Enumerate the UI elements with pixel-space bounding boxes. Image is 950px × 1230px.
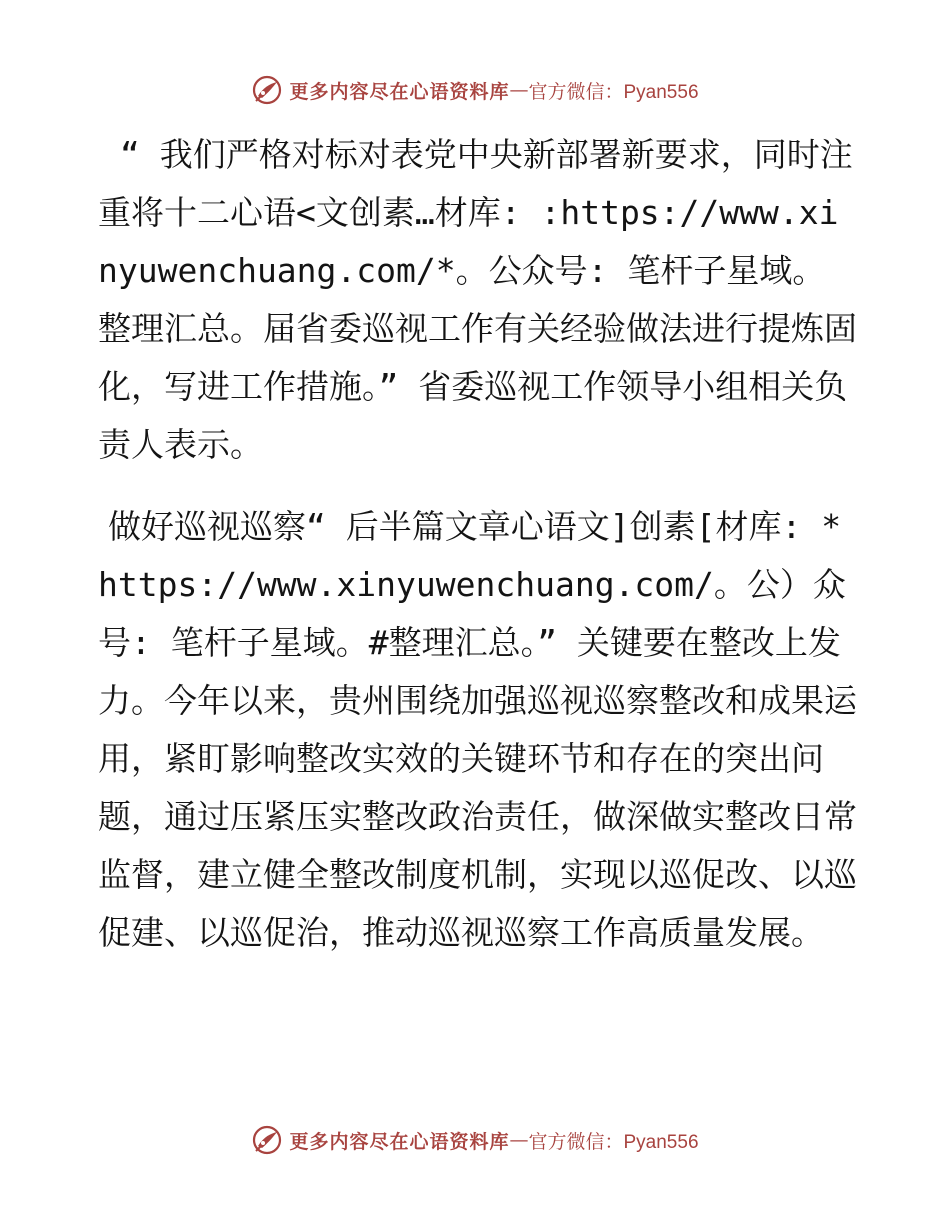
document-body [98,126,858,962]
pen-nib-logo-icon [251,1124,283,1156]
footer-wechat-text: 官方微信：Pyan556 [528,1131,699,1153]
footer-brand-text: 更多内容尽在心语资料库 [289,1130,510,1153]
header-banner [0,70,950,110]
footer-banner [0,1120,950,1160]
footer-separator: — [509,1129,529,1151]
header-separator: — [509,79,529,101]
header-brand-text: 更多内容尽在心语资料库 [289,80,510,103]
header-wechat-text: 官方微信：Pyan556 [528,81,699,103]
paragraph-2: 做好巡视巡察“ 后半篇文章心语文]创素[材库: *https://www.xinyuwenchuang.com/。公）众号: 笔杆子星域。#整理汇总。” 关键要在整改上发力。今年以来，贵州围绕加强巡视巡察整改和成果运用，紧盯影响整改实效的关键环节和存在的突出问题，通过压紧压实整改政治责任，做深做实整改日常监督，建立健全整改制度机制，实现以巡促改、以巡促建、以巡促治，推动巡视巡察工作高质量发展。 [98,507,857,952]
pen-nib-logo-icon [251,74,283,106]
paragraph-1: “ 我们严格对标对表党中央新部署新要求，同时注重将十二心语<文创素…材库: :https://www.xinyuwenchuang.com/*。公众号: 笔杆子星域。整理汇总。届省委巡视工作有关经验做法进行提炼固化，写进工作措施。” 省委巡视工作领导小组相关负责人表示。 [98,135,857,464]
